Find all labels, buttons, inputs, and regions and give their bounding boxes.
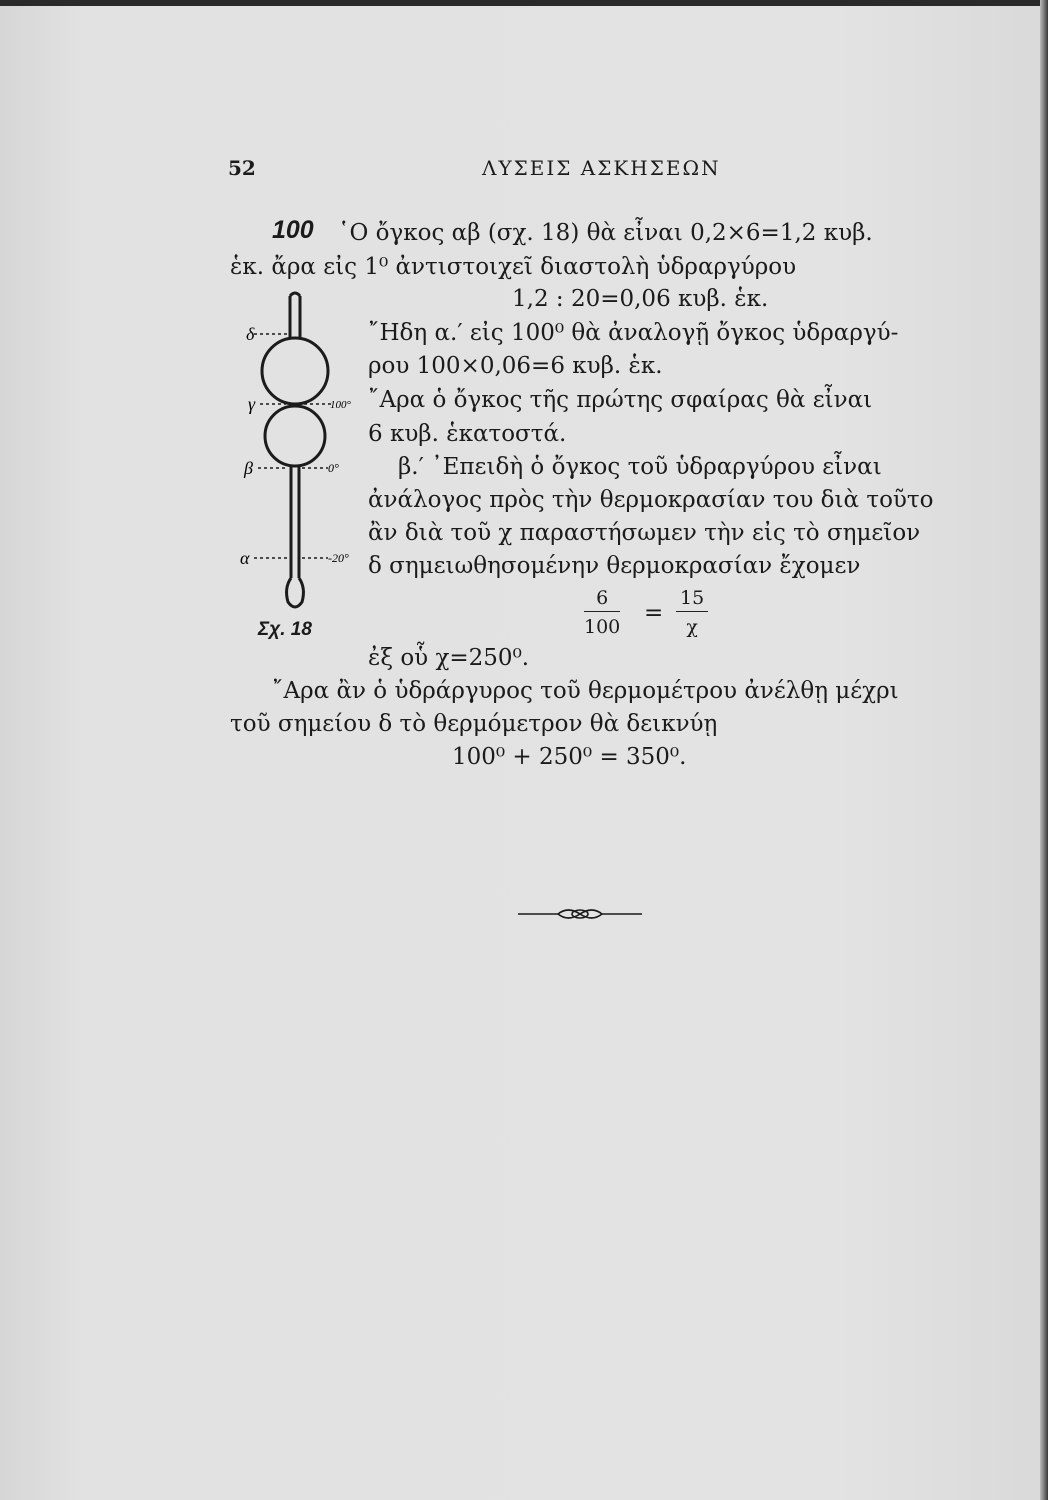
text-line-14: τοῦ σημείου δ τὸ θερμόμετρον θὰ δεικνύῃ	[230, 711, 718, 737]
stem	[291, 466, 299, 578]
text-line-1: ῾Ο ὄγκος αβ (σχ. 18) θὰ εἶναι 0,2×6=1,2 κυβ.	[338, 220, 873, 246]
top-tube	[290, 293, 300, 338]
lower-bulb	[265, 406, 325, 466]
label-gamma: γ	[248, 394, 256, 414]
text-line-3: 1,2 : 20=0,06 κυβ. ἑκ.	[512, 286, 769, 312]
text-line-13: ῎Αρα ἂν ὁ ὑδράργυρος τοῦ θερμομέτρου ἀνέλθῃ μέχρι	[272, 678, 899, 704]
text-line-9: ἀνάλογος πρὸς τὴν θερμοκρασίαν του διὰ τοῦτο	[368, 487, 934, 513]
figure-caption: Σχ. 18	[258, 619, 312, 640]
text-line-8: β.′ ᾽Επειδὴ ὁ ὄγκος τοῦ ὑδραργύρου εἶναι	[398, 454, 882, 480]
text-line-10: ἂν διὰ τοῦ χ παραστήσωμεν τὴν εἰς τὸ σημεῖον	[368, 520, 921, 546]
upper-bulb	[262, 338, 328, 404]
fraction-right-denominator: χ	[686, 616, 698, 638]
page-right-edge	[1040, 0, 1048, 1500]
decorative-ornament-icon	[518, 904, 642, 924]
fraction-left-denominator: 100	[584, 616, 621, 638]
label-minus-20-degrees: -20°	[328, 551, 349, 565]
text-line-6: ῎Αρα ὁ ὄγκος τῆς πρώτης σφαίρας θὰ εἶναι	[368, 387, 873, 413]
text-line-5: ρου 100×0,06=6 κυβ. ἑκ.	[368, 353, 663, 379]
exercise-number: 100	[272, 216, 314, 244]
fraction-left-numerator: 6	[584, 587, 620, 612]
text-line-7: 6 κυβ. ἑκατοστά.	[368, 421, 567, 447]
thermometer-figure	[240, 288, 360, 620]
bottom-bulb	[287, 578, 304, 607]
page-top-edge	[0, 0, 1048, 6]
text-line-4: ῎Ηδη α.′ εἰς 100⁰ θὰ ἀναλογῇ ὄγκος ὑδραργύ-	[368, 320, 899, 346]
label-100-degrees: 100°	[330, 399, 351, 411]
fraction-equals: =	[644, 600, 664, 626]
fraction-right-numerator: 15	[676, 587, 708, 612]
text-line-11: δ σημειωθησομένην θερμοκρασίαν ἔχομεν	[368, 553, 861, 579]
label-beta: β	[244, 458, 253, 478]
fraction-right	[676, 587, 708, 638]
text-line-12: ἐξ οὗ χ=250⁰.	[368, 645, 530, 671]
text-line-15: 100⁰ + 250⁰ = 350⁰.	[452, 744, 687, 770]
label-alpha: α	[240, 548, 250, 568]
label-0-degrees: 0°	[328, 461, 339, 475]
fraction-left	[584, 587, 620, 638]
text-line-2: ἑκ. ἄρα εἰς 1⁰ ἀντιστοιχεῖ διαστολὴ ὑδραργύρου	[230, 254, 797, 280]
page-number: 52	[228, 156, 256, 180]
label-delta: δ	[246, 324, 255, 344]
running-header: ΛΥΣΕΙΣ ΑΣΚΗΣΕΩΝ	[482, 156, 721, 180]
